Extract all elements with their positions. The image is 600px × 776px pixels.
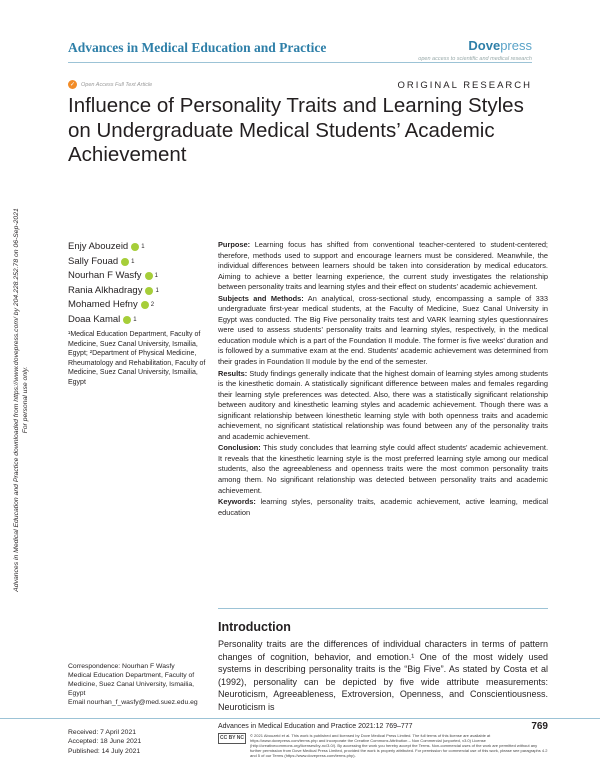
sidebar-personal-use: For personal use only. bbox=[22, 366, 29, 434]
author-item[interactable]: Rania Alkhadragy 1 bbox=[68, 284, 159, 296]
author-item[interactable]: Mohamed Hefny 2 bbox=[68, 299, 155, 310]
abstract-methods: Subjects and Methods: An analytical, cross-sectional study, encompassing a sample of 333 undergraduate first-year medical students, at the Faculty of Medicine, Suez Canal University in Egypt was conducted. The Big Five personality traits test and VARK learning styles questionnaires were used to assess students’ personality traits and learning styles, respectively, in the medical education module which is a part of the Foundation II module. The former is five weeks’ duration and is followed by a summative exam at the end. Students’ academic achievement was determined from their grades in Foundation II module by the end of the semester. bbox=[218, 293, 548, 367]
orcid-icon[interactable] bbox=[145, 287, 153, 295]
publisher-name: Dove bbox=[468, 38, 501, 53]
accepted-date: Accepted: 18 June 2021 bbox=[68, 738, 142, 746]
correspondence bbox=[68, 662, 208, 707]
orcid-icon[interactable] bbox=[123, 316, 131, 324]
license-block bbox=[218, 733, 548, 758]
orcid-icon[interactable] bbox=[145, 272, 153, 280]
sidebar-download-line: Advances in Medical Education and Practice downloaded from https://www.dovepress.com/ by 204.228.252.78 on 06-Sep-2021 bbox=[13, 208, 20, 592]
publisher-logo bbox=[468, 38, 532, 53]
open-access-text: Open Access Full Text Article bbox=[81, 81, 153, 88]
footer-divider bbox=[0, 718, 600, 719]
abstract-conclusion: Conclusion: This study concludes that learning style could affect students’ academic achievement. It reveals that the kinesthetic learning style is the most preferred learning style among our medical students, also the agreeableness and openness traits were the most common personality traits among them. No significant relationship was detected between personality traits and academic achievement. bbox=[218, 443, 548, 495]
open-access-icon: ✓ bbox=[69, 82, 76, 88]
abstract-divider bbox=[218, 608, 548, 609]
abstract-results: Results: Study findings generally indicate that the highest domain of learning styles among students is the kinesthetic domain. A statistically significant difference between males and females regarding their learning style preferences was detected. Also, there was a statistically significant relationship between auditory and kinesthetic learning styles and academic achievement. Though there was a significant relationship between kinesthetic learning style with both openness traits and academic achievement, no significant statistical relationship was found between any of the personality traits and academic achievement. bbox=[218, 368, 548, 441]
author-list bbox=[68, 240, 198, 327]
correspondence-email[interactable]: Email nourhan_f_wasfy@med.suez.edu.eg bbox=[68, 699, 198, 706]
publisher-suffix: press bbox=[500, 38, 532, 53]
affiliations: ¹Medical Education Department, Faculty of Medicine, Suez Canal University, Ismailia, Egypt; ²Department of Physical Medicine, Rheumatology and Rehabilitation, Faculty of Medicine, Suez Canal University, Ismailia, Egypt bbox=[68, 331, 206, 386]
orcid-icon[interactable] bbox=[141, 301, 149, 309]
author-item[interactable]: Nourhan F Wasfy 1 bbox=[68, 270, 158, 281]
journal-title: Advances in Medical Education and Practice bbox=[68, 40, 327, 55]
author-item[interactable]: Sally Fouad 1 bbox=[68, 255, 135, 267]
publisher-tagline: open access to scientific and medical research bbox=[418, 56, 532, 62]
orcid-icon[interactable] bbox=[121, 258, 129, 266]
section-heading: Introduction bbox=[218, 620, 291, 634]
article-title: Influence of Personality Traits and Learning Styles on Undergraduate Medical Students’ Academic Achievement bbox=[68, 94, 524, 166]
footer-journal-ref: Advances in Medical Education and Practice 2021:12 769–777 bbox=[218, 723, 413, 730]
introduction-body: Personality traits are the differences of individual characters in terms of pattern changes of cognition, behavior, and emotion.¹ One of the most widely used systems in describing personality traits is the “Big Five”. As stated by Costa et al (1992), personality can be depicted by five wide attribute measurements: Neuroticism, Agreeableness, Extroversion, Openness, and Conscientiousness. Neuroticism is bbox=[218, 639, 548, 712]
orcid-icon[interactable] bbox=[131, 243, 139, 251]
license-text: © 2021 Abouzeid et al. This work is published and licensed by Dove Medical Press Limited. The full terms of this license are available at https://www.dovepress.com/terms.php and incorporate the Creative Commons Attribution – Non Commercial (unported, v3.0) License (http://creativecommons.org/licenses/by-nc/3.0/). By accessing the work you hereby accept the Terms. Non-commercial uses of the work are permitted without any further permission from Dove Medical Press Limited, provided the work is properly attributed. For permission for commercial use of this work, please see paragraphs 4.2 and 5 of our Terms (https://www.dovepress.com/terms.php). bbox=[250, 733, 548, 758]
received-date: Received: 7 April 2021 bbox=[68, 729, 137, 736]
abstract-purpose: Purpose: Learning focus has shifted from conventional teacher-centered to student-centered; therefore, methods used to support and encourage learners must be considered. Meanwhile, the individual differences between learners should be taken into consideration by medical educators. Aiming to achieve a better learning experience, the current study investigates the relationship between personality traits and learning styles and their effect on students’ academic achievement. bbox=[218, 240, 548, 292]
correspondence-address: Medical Education Department, Faculty of Medicine, Suez Canal University, Ismailia, Egypt bbox=[68, 672, 195, 697]
correspondence-label: Correspondence: Nourhan F Wasfy bbox=[68, 663, 175, 670]
article-dates bbox=[68, 728, 141, 756]
header-divider bbox=[68, 62, 532, 63]
article-type: ORIGINAL RESEARCH bbox=[397, 80, 532, 91]
published-date: Published: 14 July 2021 bbox=[68, 747, 141, 755]
download-sidebar bbox=[12, 120, 52, 680]
page-number: 769 bbox=[531, 721, 548, 732]
author-item[interactable]: Enjy Abouzeid 1 bbox=[68, 241, 145, 252]
author-item[interactable]: Doaa Kamal 1 bbox=[68, 313, 137, 325]
abstract bbox=[218, 240, 548, 519]
abstract-keywords: Keywords: learning styles, personality traits, academic achievement, active learning, medical education bbox=[218, 497, 548, 517]
cc-license-icon[interactable]: CC BY NC bbox=[218, 733, 246, 744]
open-access-label bbox=[68, 80, 152, 89]
